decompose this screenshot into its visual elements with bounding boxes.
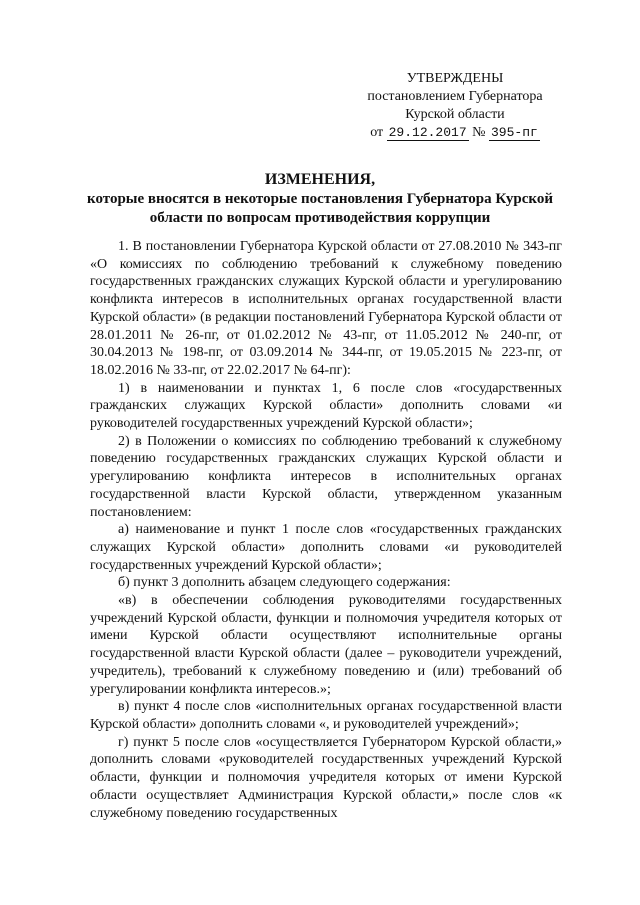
region-line: Курской области [405, 107, 505, 122]
paragraph: в) пункт 4 после слов «исполнительных органах государственной власти Курской области» дополнить словами «, и руководителей учреждений»; [90, 699, 562, 732]
document-title [60, 170, 580, 228]
decree-number: 395-пг [491, 125, 538, 140]
paragraph: 2) в Положении о комиссиях по соблюдению требований к служебному поведению государственных гражданских служащих Курской области и урегулированию конфликта интересов в исполнительных органах государственной власти Курской области, утвержденном указанным постановлением: [90, 433, 562, 520]
paragraph: «в) в обеспечении соблюдения руководителями государственных учреждений Курской области, функции и полномочия учредителя которых от имени Курской области осуществляют исполнительные органы государственной власти Курской области (далее – руководители учреждений, учредитель), требований к служебному поведению и (или) требований об урегулировании конфликта интересов.»; [90, 593, 562, 697]
number-prefix: № [472, 125, 486, 140]
paragraph: 1) в наименовании и пунктах 1, 6 после слов «государственных гражданских служащих Курской области» дополнить словами «и руководителей государственных учреждений Курской области»; [90, 380, 562, 432]
title-subtitle: которые вносятся в некоторые постановления Губернатора Курской области по вопросам противодействия коррупции [87, 191, 553, 226]
paragraph: б) пункт 3 дополнить абзацем следующего содержания: [118, 575, 451, 591]
paragraph: г) пункт 5 после слов «осуществляется Губернатором Курской области,» дополнить словами «руководителей государственных учреждений Курской области, функции и полномочия учредителя которых от имени Курской области осуществляет Администрация Курской области,» после слов «к служебному поведению государственных [90, 734, 562, 821]
title-main: ИЗМЕНЕНИЯ, [264, 171, 376, 188]
approved-label: УТВЕРЖДЕНЫ [406, 71, 504, 86]
document-body [90, 238, 562, 822]
paragraph: а) наименование и пункт 1 после слов «государственных гражданских служащих Курской области» дополнить словами «и руководителей государственных учреждений Курской области»; [90, 522, 562, 573]
approved-by-line: постановлением Губернатора [367, 89, 543, 104]
paragraph: 1. В постановлении Губернатора Курской области от 27.08.2010 № 343-пг «О комиссиях по соблюдению требований к служебному поведению государственных гражданских служащих Курской области и урегулированию конфликта интересов в исполнительных органах государственной власти Курской области» (в редакции постановлений Губернатора Курской области от 28.01.2011 № 26-пг, от 01.02.2012 № 43-пг, от 11.05.2012 № 240-пг, от 30.04.2013 № 198-пг, от 03.09.2014 № 344-пг, от 19.05.2015 № 223-пг, от 18.02.2016 № 33-пг, от 22.02.2017 № 64-пг): [90, 239, 562, 378]
date-number-line [360, 124, 550, 142]
decree-date: 29.12.2017 [388, 125, 467, 140]
date-prefix: от [370, 125, 384, 140]
approval-block [360, 70, 550, 142]
